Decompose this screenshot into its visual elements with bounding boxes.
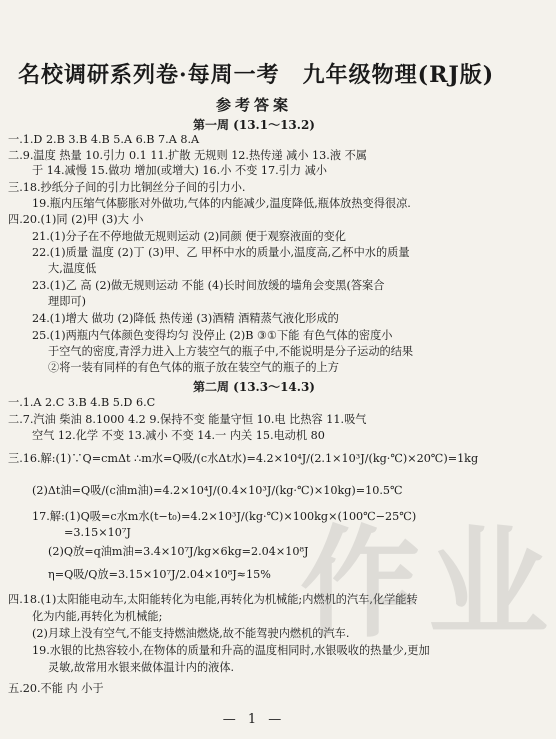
week2-line: 19.水银的比热容较小,在物体的质量和升高的温度相同时,水银吸收的热量少,更加 bbox=[32, 644, 430, 657]
watermark-text: 作业 bbox=[300, 515, 556, 654]
week1-line: 三.18.抄纸分子间的引力比铜丝分子间的引力小. bbox=[8, 181, 246, 194]
week2-line: 空气 12.化学 不变 13.减小 不变 14.一 内关 15.电动机 80 bbox=[32, 429, 325, 442]
page-number: — 1 — bbox=[222, 712, 286, 727]
week1-line: 大,温度低 bbox=[48, 262, 97, 275]
week1-line: 于空气的密度,青浮力进入上方装空气的瓶子中,不能说明是分子运动的结果 bbox=[48, 345, 414, 358]
week2-line: (2)Q放=q油m油=3.4×10⁷J/kg×6kg=2.04×10⁸J bbox=[48, 545, 309, 558]
week2-line: 灵敏,故常用水银来做体温计内的液体. bbox=[48, 661, 235, 674]
week1-line: 于 14.减慢 15.做功 增加(或增大) 16.小 不变 17.引力 减小 bbox=[32, 164, 327, 177]
week2-line: (2)月球上没有空气,不能支持燃油燃烧,故不能驾驶内燃机的汽车. bbox=[32, 627, 350, 640]
week2-line: 化为内能,再转化为机械能; bbox=[32, 610, 163, 623]
week2-line: =3.15×10⁷J bbox=[64, 526, 131, 539]
week2-line: 二.7.汽油 柴油 8.1000 4.2 9.保持不变 能量守恒 10.电 比热容 11.吸气 bbox=[8, 413, 367, 426]
week2-line: 三.16.解:(1)∵Q=cmΔt ∴m水=Q吸/(c水Δt水)=4.2×10⁴J/(2.1×10³J/(kg·℃)×20℃)=1kg bbox=[8, 452, 479, 465]
week2-line: 一.1.A 2.C 3.B 4.B 5.D 6.C bbox=[8, 396, 156, 409]
week1-title: 第一周 (13.1～13.2) bbox=[193, 118, 315, 132]
week2-title: 第二周 (13.3～14.3) bbox=[193, 380, 315, 394]
week1-line: ②将一装有同样的有色气体的瓶子放在装空气的瓶子的上方 bbox=[48, 361, 339, 374]
week1-line: 21.(1)分子在不停地做无规则运动 (2)同颜 便于观察液面的变化 bbox=[32, 230, 346, 243]
week2-line: 五.20.不能 内 小于 bbox=[8, 682, 104, 695]
series-title: 名校调研系列卷·每周一考 九年级物理(RJ版) bbox=[18, 62, 495, 88]
answers-heading: 参考答案 bbox=[215, 96, 292, 114]
week1-line: 二.9.温度 热量 10.引力 0.1 11.扩散 无规则 12.热传递 减小 13.液 不属 bbox=[8, 149, 367, 162]
week1-line: 24.(1)增大 做功 (2)降低 热传递 (3)酒精 酒精蒸气液化形成的 bbox=[32, 312, 339, 325]
week2-line: 四.18.(1)太阳能电动车,太阳能转化为电能,再转化为机械能;内燃机的汽车,化学能转 bbox=[8, 593, 418, 606]
week1-line: 25.(1)两瓶内气体颜色变得均匀 没停止 (2)B ③①下能 有色气体的密度小 bbox=[32, 329, 393, 342]
week1-line: 一.1.D 2.B 3.B 4.B 5.A 6.B 7.A 8.A bbox=[8, 133, 200, 146]
week1-line: 22.(1)质量 温度 (2)丁 (3)甲、乙 甲杯中水的质量小,温度高,乙杯中水的质量 bbox=[32, 246, 410, 259]
week1-line: 23.(1)乙 高 (2)做无规则运动 不能 (4)长时间放缓的墙角会变黑(答案合 bbox=[32, 279, 385, 292]
week1-line: 理即可) bbox=[48, 295, 86, 308]
week1-line: 四.20.(1)同 (2)甲 (3)大 小 bbox=[8, 213, 144, 226]
week2-line: η=Q吸/Q放=3.15×10⁷J/2.04×10⁸J≈15% bbox=[48, 568, 271, 581]
week2-line: 17.解:(1)Q吸=c水m水(t−t₀)=4.2×10³J/(kg·℃)×100kg×(100℃−25℃) bbox=[32, 510, 417, 523]
week1-line: 19.瓶内压缩气体膨胀对外做功,气体的内能减少,温度降低,瓶体放热变得很凉. bbox=[32, 197, 411, 210]
week2-line: (2)Δt油=Q吸/(c油m油)=4.2×10⁴J/(0.4×10³J/(kg·℃)×10kg)=10.5℃ bbox=[32, 484, 403, 497]
